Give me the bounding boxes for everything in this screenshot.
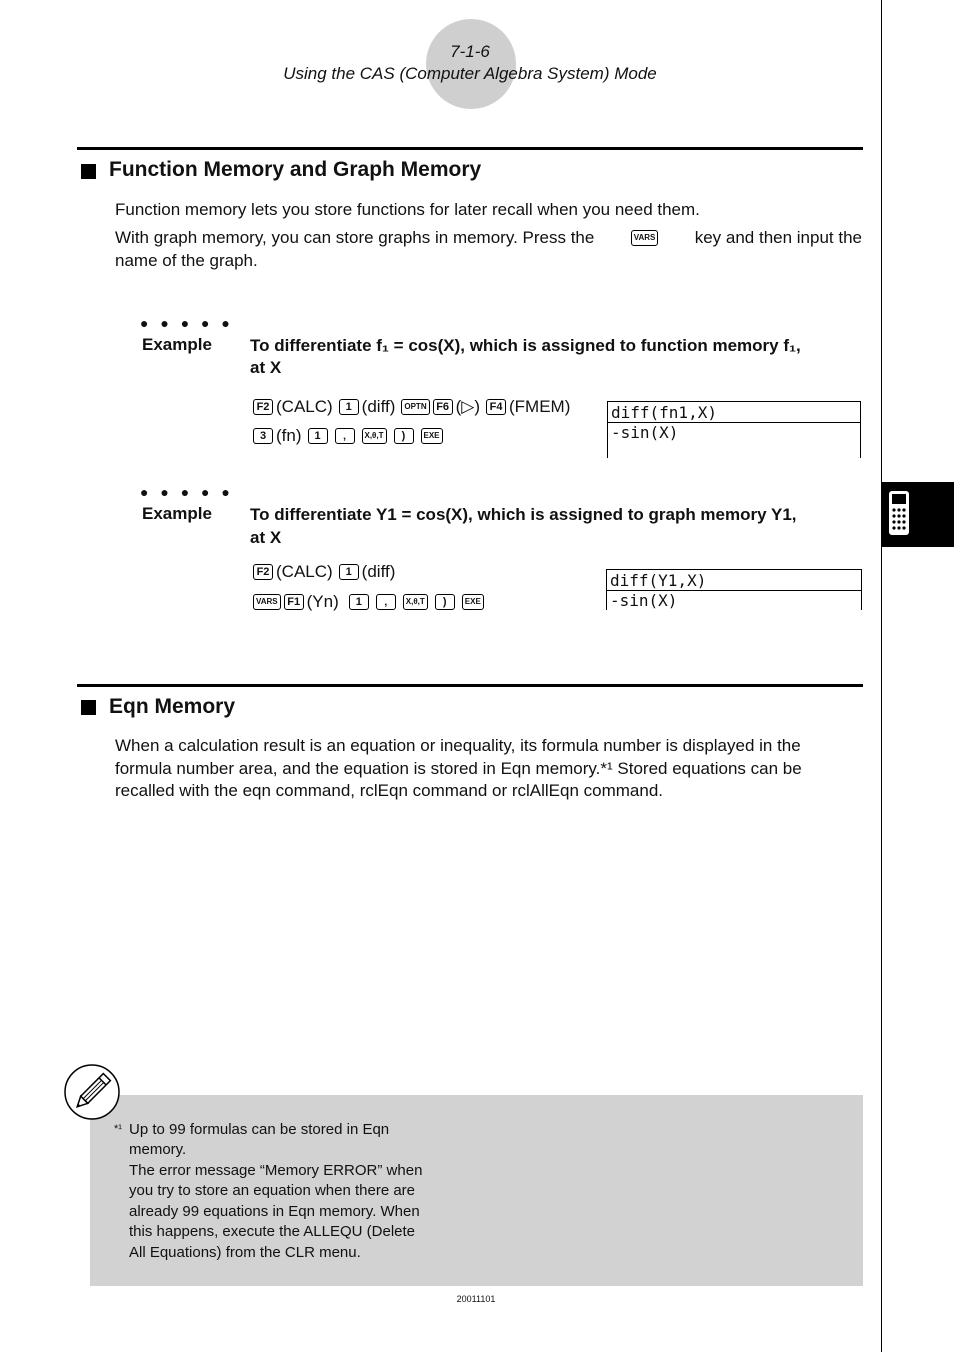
key-label: (diff): [361, 562, 396, 581]
page-number: 7-1-6: [450, 42, 490, 61]
example-title: To differentiate Y1 = cos(X), which is assigned to graph memory Y1,: [250, 505, 797, 524]
exe-key: EXE: [421, 428, 443, 444]
example-label: Example: [142, 504, 212, 523]
section-rule: [77, 147, 863, 150]
key-label: (CALC): [276, 397, 333, 416]
footnote-marker: *¹: [114, 1123, 122, 1135]
right-paren-key: ): [435, 594, 455, 610]
one-key: 1: [339, 399, 359, 415]
key-sequence: [253, 426, 443, 446]
one-key: 1: [349, 594, 369, 610]
paragraph: [115, 226, 862, 249]
key-label: (FMEM): [509, 397, 571, 416]
paragraph-line: When a calculation result is an equation or inequality, its formula number is displayed in the: [115, 736, 801, 755]
f4-key: F4: [486, 399, 506, 415]
paragraph: name of the graph.: [115, 251, 258, 270]
f1-key: F1: [284, 594, 304, 610]
section-bullet: [81, 700, 96, 715]
optn-key: OPTN: [401, 399, 429, 415]
calculator-screen: [607, 401, 861, 458]
paragraph-line: formula number area, and the equation is stored in Eqn memory.*¹ Stored equations can be: [115, 759, 802, 778]
f2-key: F2: [253, 399, 273, 415]
screen-result-line: -sin(X): [611, 423, 679, 442]
note-line: Up to 99 formulas can be stored in Eqn: [129, 1121, 390, 1138]
right-margin-rule: [881, 0, 882, 1352]
section-bullet: [81, 164, 96, 179]
key-label: (▷): [455, 397, 481, 416]
key-label: (CALC): [276, 562, 333, 581]
screen-input-line: diff(fn1,X): [608, 402, 860, 423]
note-line: you try to store an equation when there are: [129, 1182, 416, 1199]
calculator-icon: [888, 490, 910, 536]
vars-key: VARS: [253, 594, 281, 610]
paragraph-text: With graph memory, you can store graphs in memory. Press the: [115, 228, 595, 247]
example-title: at X: [250, 528, 282, 547]
section-title: Function Memory and Graph Memory: [109, 158, 482, 181]
x-theta-t-key: X,θ,T: [403, 594, 428, 610]
screen-input-line: diff(Y1,X): [607, 570, 861, 591]
key-sequence: [253, 397, 573, 417]
paragraph-line: recalled with the eqn command, rclEqn command or rclAllEqn command.: [115, 781, 664, 800]
pencil-icon: [63, 1063, 121, 1121]
one-key: 1: [339, 564, 359, 580]
key-label: (diff): [361, 397, 396, 416]
paragraph-text: key and then input the: [694, 228, 862, 247]
key-sequence: [253, 592, 484, 612]
f2-key: F2: [253, 564, 273, 580]
comma-key: ‚: [376, 594, 396, 610]
note-line: memory.: [129, 1141, 187, 1158]
x-theta-t-key: X,θ,T: [362, 428, 387, 444]
right-paren-key: ): [394, 428, 414, 444]
exe-key: EXE: [462, 594, 484, 610]
calculator-screen: [606, 569, 862, 610]
example-dots: ● ● ● ● ●: [140, 315, 234, 331]
note-line: The error message “Memory ERROR” when: [129, 1162, 423, 1179]
chapter-title: Using the CAS (Computer Algebra System) Mode: [283, 64, 657, 83]
example-title: To differentiate f₁ = cos(X), which is assigned to function memory f₁,: [250, 336, 801, 355]
f6-key: F6: [433, 399, 453, 415]
one-key: 1: [308, 428, 328, 444]
section-rule: [77, 684, 863, 687]
paragraph: Function memory lets you store functions for later recall when you need them.: [115, 200, 700, 219]
screen-result-line: -sin(X): [610, 591, 678, 610]
comma-key: ‚: [335, 428, 355, 444]
footer-code: 20011101: [456, 1294, 496, 1304]
example-dots: ● ● ● ● ●: [140, 484, 234, 500]
note-line: this happens, execute the ALLEQU (Delete: [129, 1223, 416, 1240]
note-line: All Equations) from the CLR menu.: [129, 1244, 361, 1261]
vars-key: VARS: [631, 230, 659, 246]
example-label: Example: [142, 335, 212, 354]
key-label: (fn): [276, 426, 302, 445]
key-label: (Yn): [306, 592, 339, 611]
example-title: at X: [250, 358, 282, 377]
key-sequence: [253, 562, 398, 582]
section-title: Eqn Memory: [109, 695, 236, 718]
three-key: 3: [253, 428, 273, 444]
note-line: already 99 equations in Eqn memory. When: [129, 1203, 420, 1220]
